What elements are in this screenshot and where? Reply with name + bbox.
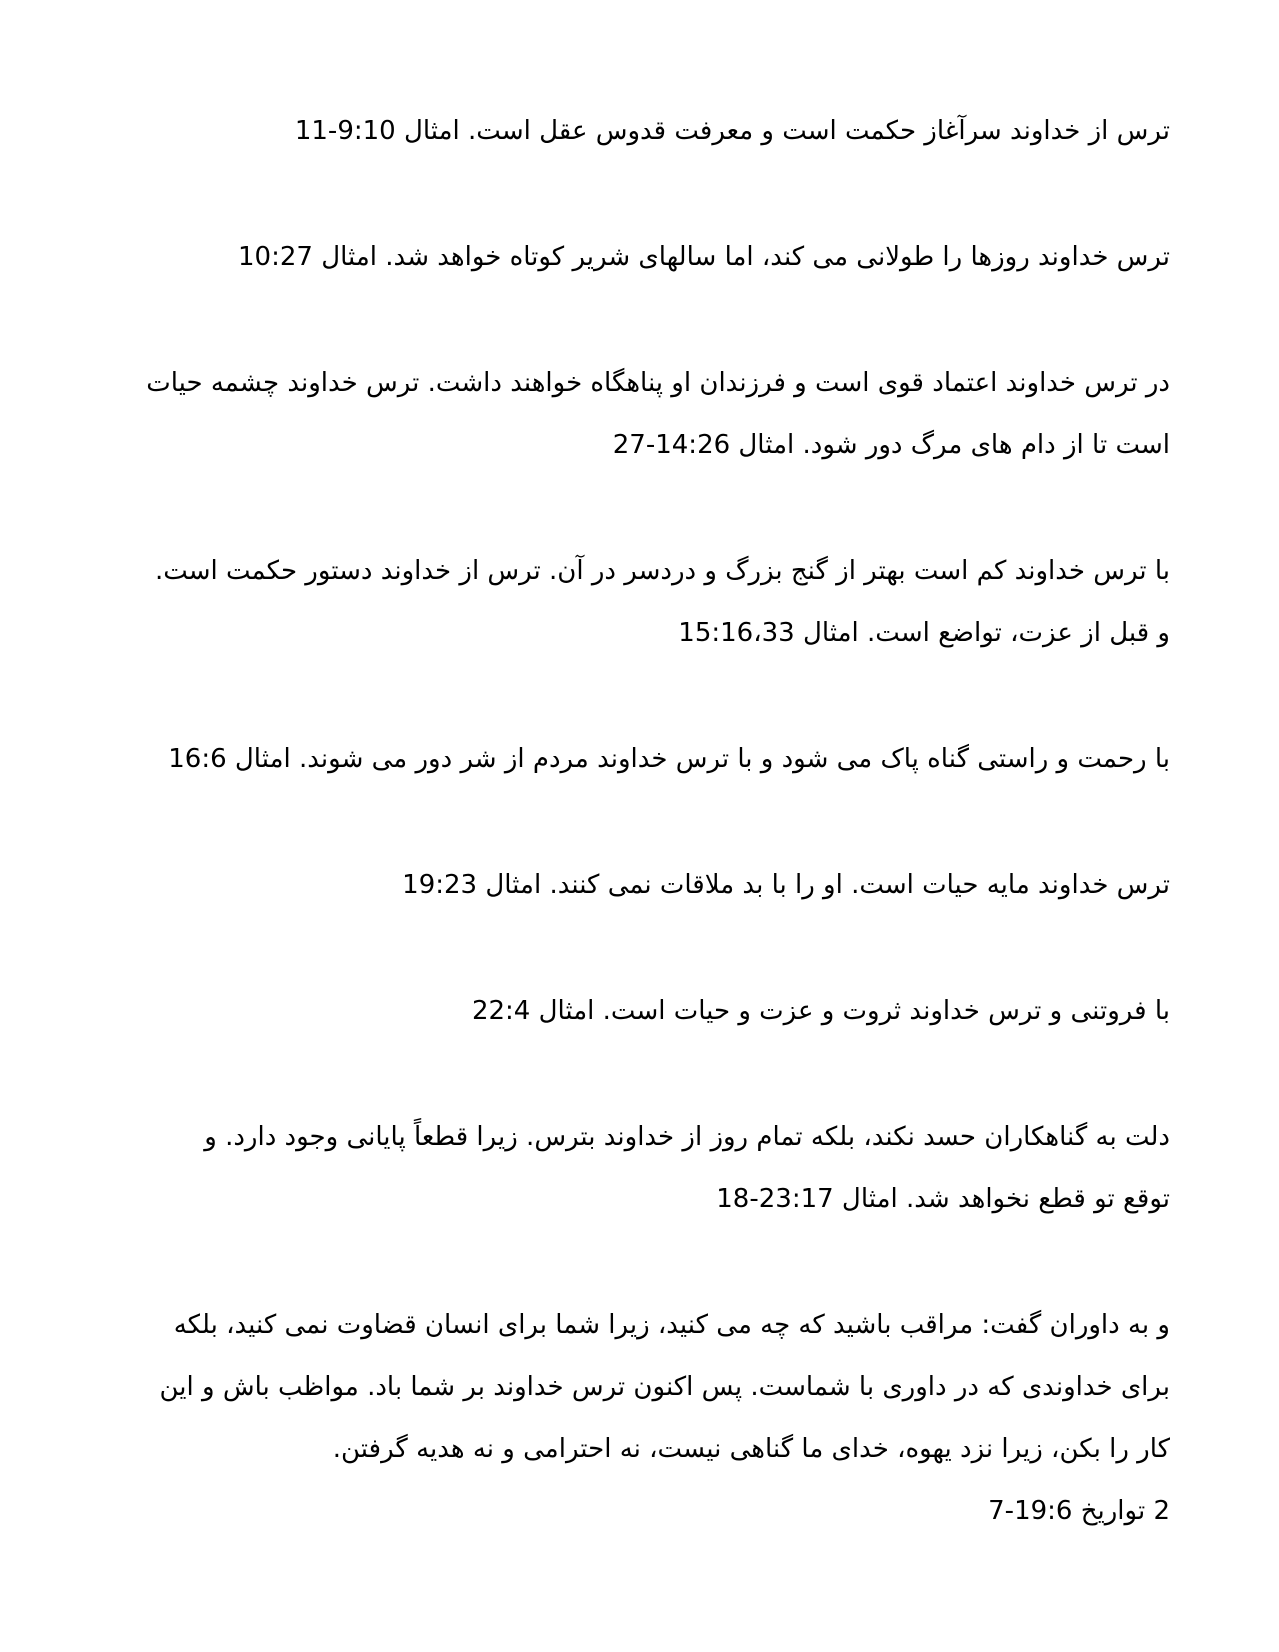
verse-paragraph-1 [80, 100, 1170, 162]
document-page [80, 100, 1170, 1542]
verse-line: ترس از خداوند سرآغاز حکمت است و معرفت قدوس عقل است. امثال 9:10-11 [294, 116, 1170, 146]
verse-line: در ترس خداوند اعتماد قوی است و فرزندان او پناهگاه خواهند داشت. ترس خداوند چشمه حیات [146, 368, 1170, 398]
verse-paragraph-5 [80, 728, 1170, 790]
verse-line: 2 تواریخ 19:6-7 [988, 1496, 1170, 1526]
verse-line: و قبل از عزت، تواضع است. امثال 15:16،33 [678, 618, 1170, 648]
verse-line: برای خداوندی که در داوری با شماست. پس اکنون ترس خداوند بر شما باد. مواظب باش و این [159, 1372, 1170, 1402]
verse-paragraph-9 [80, 1294, 1170, 1542]
verse-line: کار را بکن، زیرا نزد یهوه، خدای ما گناهی نیست، نه احترامی و نه هدیه گرفتن. [332, 1434, 1170, 1464]
verse-line: و به داوران گفت: مراقب باشید که چه می کنید، زیرا شما برای انسان قضاوت نمی کنید، بلکه [173, 1310, 1170, 1340]
verse-paragraph-4 [80, 540, 1170, 664]
verse-line: دلت به گناهکاران حسد نکند، بلکه تمام روز از خداوند بترس. زیرا قطعاً پایانی وجود دارد. و [204, 1122, 1170, 1152]
verse-paragraph-3 [80, 352, 1170, 476]
verse-line: ترس خداوند روزها را طولانی می کند، اما سالهای شریر کوتاه خواهد شد. امثال 10:27 [238, 242, 1170, 272]
verse-paragraph-2 [80, 226, 1170, 288]
verse-line: است تا از دام های مرگ دور شود. امثال 14:26-27 [612, 430, 1170, 460]
verse-paragraph-7 [80, 980, 1170, 1042]
verse-line: توقع تو قطع نخواهد شد. امثال 23:17-18 [716, 1184, 1170, 1214]
verse-line: با ترس خداوند کم است بهتر از گنج بزرگ و دردسر در آن. ترس از خداوند دستور حکمت است. [154, 556, 1170, 586]
verse-line: ترس خداوند مایه حیات است. او را با بد ملاقات نمی کنند. امثال 19:23 [402, 870, 1170, 900]
verse-paragraph-6 [80, 854, 1170, 916]
verse-paragraph-8 [80, 1106, 1170, 1230]
verse-line: با فروتنی و ترس خداوند ثروت و عزت و حیات است. امثال 22:4 [471, 996, 1170, 1026]
verse-line: با رحمت و راستی گناه پاک می شود و با ترس خداوند مردم از شر دور می شوند. امثال 16:6 [168, 744, 1170, 774]
